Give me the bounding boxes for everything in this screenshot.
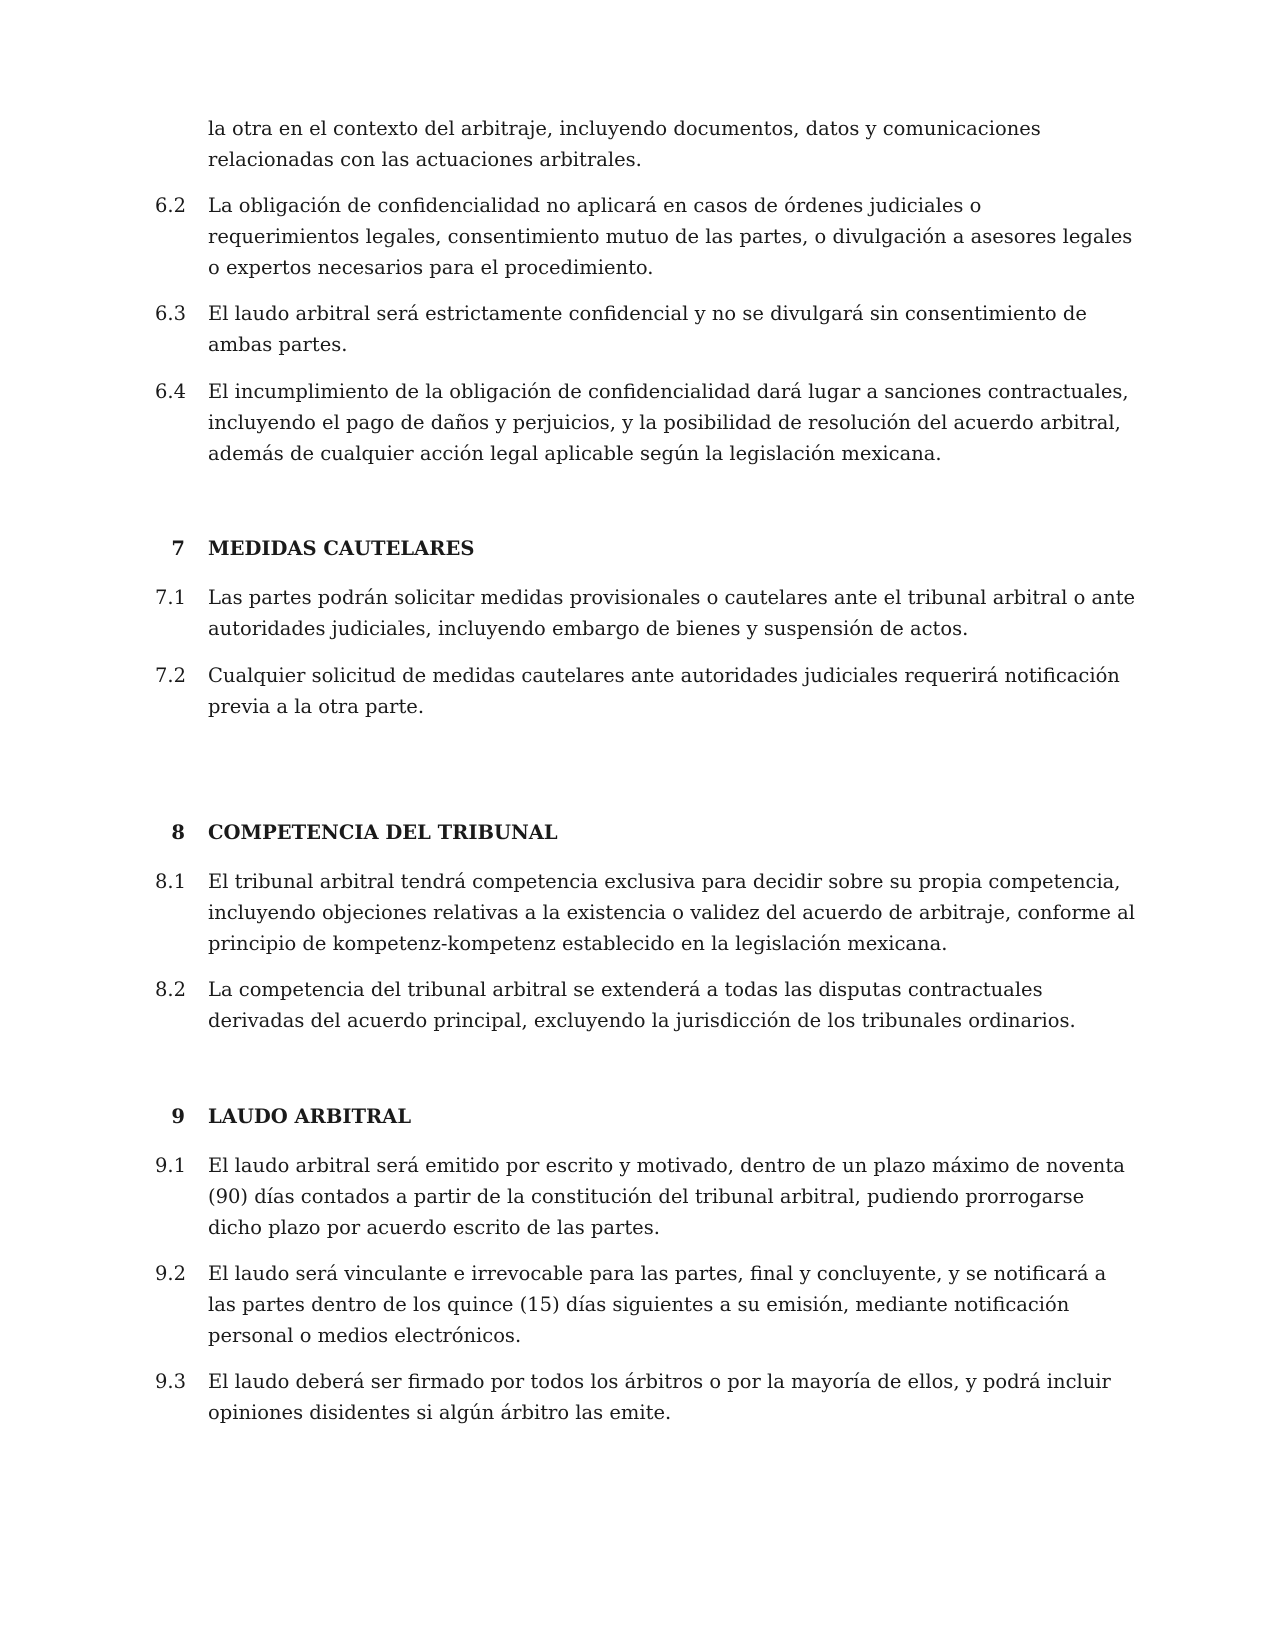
section-title: COMPETENCIA DEL TRIBUNAL — [208, 821, 558, 844]
clause-text: El tribunal arbitral tendrá competencia exclusiva para decidir sobre su propia competencia, incluyendo objeciones relativas a la existencia o validez del acuerdo de arbitraje, conforme al principio de kompetenz-kompetenz establecido en la legislación mexicana. — [208, 870, 1135, 955]
section-number: 8 — [171, 821, 185, 844]
clause-number: 6.3 — [154, 302, 186, 325]
clause-number: 9.3 — [154, 1370, 186, 1393]
paragraph-text: la otra en el contexto del arbitraje, incluyendo documentos, datos y comunicaciones relacionadas con las actuaciones arbitrales. — [208, 117, 1041, 171]
section-title: MEDIDAS CAUTELARES — [208, 537, 475, 560]
clause-text: Las partes podrán solicitar medidas provisionales o cautelares ante el tribunal arbitral o ante autoridades judiciales, incluyendo embargo de bienes y suspensión de actos. — [208, 586, 1136, 640]
clause-number: 6.4 — [154, 380, 186, 403]
clause-text: El laudo arbitral será estrictamente confidencial y no se divulgará sin consentimiento de ambas partes. — [208, 302, 1087, 356]
clause-number: 7.2 — [154, 664, 186, 687]
section-title: LAUDO ARBITRAL — [208, 1105, 412, 1128]
clause-text: El laudo arbitral será emitido por escrito y motivado, dentro de un plazo máximo de noventa (90) días contados a partir de la constitución del tribunal arbitral, pudiendo prorrogarse dicho plazo por acuerdo escrito de las partes. — [208, 1154, 1125, 1239]
section-number: 9 — [171, 1105, 185, 1128]
clause-number: 8.2 — [154, 978, 186, 1001]
clause-number: 6.2 — [154, 194, 186, 217]
section-number: 7 — [171, 537, 185, 560]
clause-text: Cualquier solicitud de medidas cautelares ante autoridades judiciales requerirá notificación previa a la otra parte. — [208, 664, 1120, 718]
clause-number: 9.1 — [154, 1154, 186, 1177]
clause-number: 7.1 — [154, 586, 186, 609]
clause-text: El laudo deberá ser firmado por todos los árbitros o por la mayoría de ellos, y podrá incluir opiniones disidentes si algún árbitro las emite. — [208, 1370, 1111, 1424]
clause-text: La competencia del tribunal arbitral se extenderá a todas las disputas contractuales derivadas del acuerdo principal, excluyendo la jurisdicción de los tribunales ordinarios. — [208, 978, 1076, 1032]
clause-number: 9.2 — [154, 1262, 186, 1285]
clause-number: 8.1 — [154, 870, 186, 893]
clause-text: El laudo será vinculante e irrevocable para las partes, final y concluyente, y se notificará a las partes dentro de los quince (15) días siguientes a su emisión, mediante notificación personal o medios electrónicos. — [208, 1262, 1107, 1347]
clause-text: La obligación de confidencialidad no aplicará en casos de órdenes judiciales o requerimientos legales, consentimiento mutuo de las partes, o divulgación a asesores legales o expertos necesarios para el procedimiento. — [208, 194, 1133, 279]
clause-text: El incumplimiento de la obligación de confidencialidad dará lugar a sanciones contractuales, incluyendo el pago de daños y perjuicios, y la posibilidad de resolución del acuerdo arbitral, además de cualquier acción legal aplicable según la legislación mexicana. — [208, 380, 1129, 465]
